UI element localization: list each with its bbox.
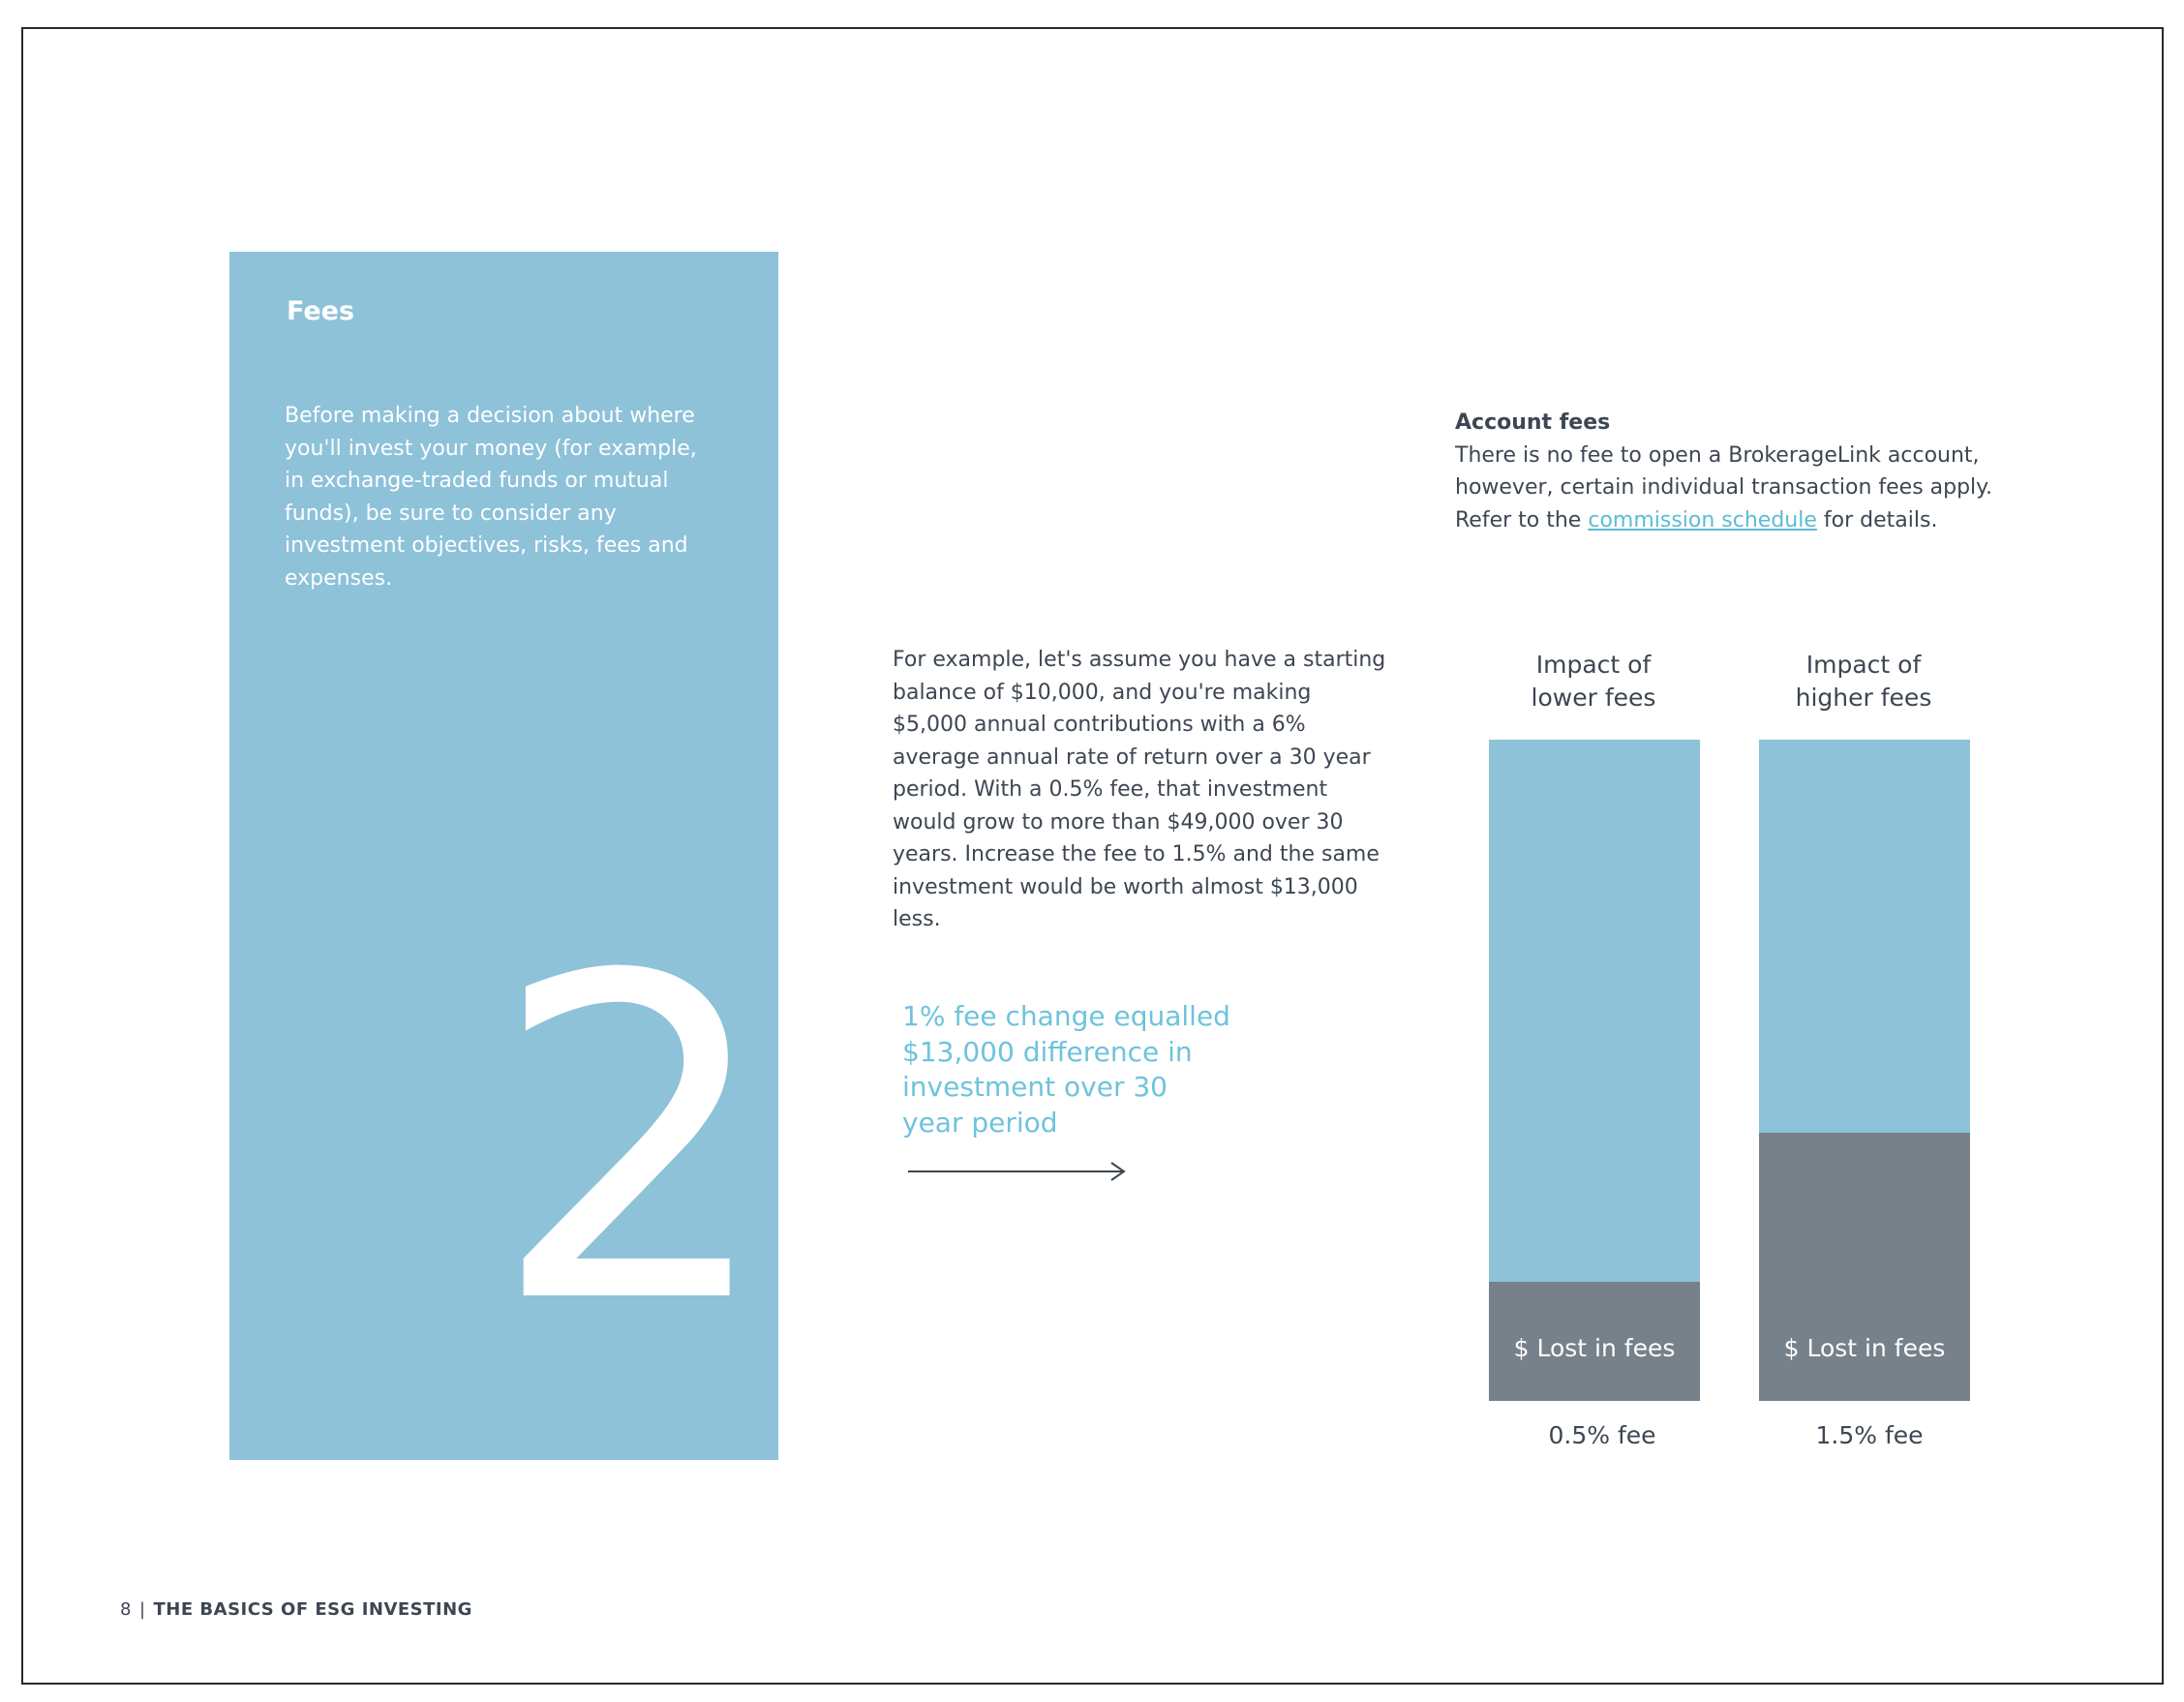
page-footer bbox=[120, 1599, 472, 1620]
investment-segment bbox=[1489, 740, 1700, 1282]
column-heading-higher bbox=[1747, 649, 1980, 714]
fee-bar-lower bbox=[1489, 740, 1700, 1401]
investment-segment bbox=[1759, 740, 1970, 1133]
page-number: 8 bbox=[120, 1599, 132, 1620]
fee-bar-higher bbox=[1759, 740, 1970, 1401]
column-heading-line: Impact of bbox=[1535, 651, 1652, 679]
column-heading-line: higher fees bbox=[1795, 684, 1932, 712]
account-fees-title: Account fees bbox=[1455, 410, 1611, 435]
footer-divider: | bbox=[138, 1599, 146, 1620]
right-arrow-icon bbox=[906, 1158, 1129, 1185]
column-heading-line: lower fees bbox=[1531, 684, 1656, 712]
column-heading-line: Impact of bbox=[1805, 651, 1922, 679]
panel-title: Fees bbox=[287, 296, 355, 326]
lost-in-fees-segment bbox=[1489, 1282, 1700, 1401]
commission-schedule-link[interactable]: commission schedule bbox=[1588, 507, 1817, 532]
example-paragraph: For example, let's assume you have a starting balance of $10,000, and you're making $5,000 annual contributions with a 6% average annual rate of return over a 30 year period. With a 0.5% fee, that investment would grow to more than $49,000 over 30 years. Increase the fee to 1.5% and the same investment would be worth almost $13,000 less. bbox=[893, 648, 1386, 931]
account-fees-text-end: for details. bbox=[1823, 507, 1938, 532]
lost-in-fees-segment bbox=[1759, 1133, 1970, 1401]
column-heading-lower bbox=[1477, 649, 1710, 714]
callout-text: 1% fee change equalled $13,000 difference in investment over 30 year period bbox=[902, 1000, 1230, 1139]
fees-panel bbox=[229, 252, 778, 1460]
account-fees-text: There is no fee to open a BrokerageLink account, however, certain individual transaction fees apply. Refer to the bbox=[1455, 442, 1993, 532]
fee-label-lower: 0.5% fee bbox=[1548, 1421, 1656, 1449]
panel-body-text: Before making a decision about where you'll invest your money (for example, in exchange-traded funds or mutual funds), be sure to consider any investment objectives, risks, fees and expenses. bbox=[285, 404, 697, 591]
document-title: THE BASICS OF ESG INVESTING bbox=[153, 1599, 472, 1620]
lost-in-fees-label: $ Lost in fees bbox=[1783, 1334, 1946, 1362]
lost-in-fees-label: $ Lost in fees bbox=[1513, 1334, 1676, 1362]
fee-label-higher: 1.5% fee bbox=[1815, 1421, 1924, 1449]
section-number: 2 bbox=[491, 883, 774, 1401]
account-fees-block bbox=[1455, 407, 1997, 536]
